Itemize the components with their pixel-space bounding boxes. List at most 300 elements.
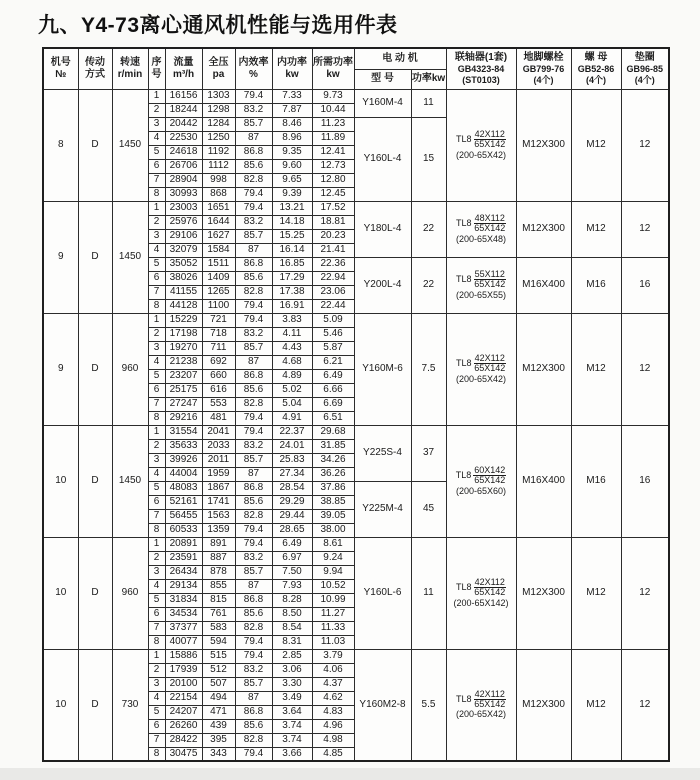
performance-table	[42, 47, 670, 762]
cell-seq: 5	[148, 145, 165, 159]
cell-motor-model: Y180L-4	[354, 201, 411, 257]
cell-efficiency: 79.4	[235, 425, 272, 439]
cell-washer: 12	[621, 313, 669, 425]
cell-seq: 8	[148, 747, 165, 761]
cell-flow: 38026	[165, 271, 202, 285]
cell-required-power: 39.05	[312, 509, 354, 523]
cell-efficiency: 83.2	[235, 663, 272, 677]
cell-seq: 5	[148, 369, 165, 383]
cell-internal-power: 27.34	[272, 467, 312, 481]
cell-anchor-bolt: M16X400	[516, 257, 571, 313]
cell-internal-power: 25.83	[272, 453, 312, 467]
cell-required-power: 5.87	[312, 341, 354, 355]
cell-seq: 8	[148, 411, 165, 425]
cell-flow: 32079	[165, 243, 202, 257]
cell-required-power: 9.94	[312, 565, 354, 579]
cell-pressure: 998	[202, 173, 235, 187]
cell-required-power: 11.23	[312, 117, 354, 131]
cell-drive-type: D	[78, 537, 112, 649]
cell-required-power: 12.45	[312, 187, 354, 201]
cell-seq: 5	[148, 257, 165, 271]
cell-efficiency: 85.7	[235, 453, 272, 467]
cell-required-power: 10.52	[312, 579, 354, 593]
cell-internal-power: 14.18	[272, 215, 312, 229]
cell-flow: 44004	[165, 467, 202, 481]
cell-pressure: 471	[202, 705, 235, 719]
cell-pressure: 1867	[202, 481, 235, 495]
cell-speed: 730	[112, 649, 148, 761]
cell-pressure: 1409	[202, 271, 235, 285]
cell-internal-power: 6.97	[272, 551, 312, 565]
cell-pressure: 616	[202, 383, 235, 397]
cell-required-power: 11.03	[312, 635, 354, 649]
cell-flow: 16156	[165, 89, 202, 103]
cell-flow: 25976	[165, 215, 202, 229]
cell-motor-power: 5.5	[411, 649, 446, 761]
cell-flow: 29216	[165, 411, 202, 425]
cell-washer: 16	[621, 257, 669, 313]
cell-motor-power: 37	[411, 425, 446, 481]
cell-pressure: 2041	[202, 425, 235, 439]
cell-pressure: 1741	[202, 495, 235, 509]
cell-required-power: 22.94	[312, 271, 354, 285]
cell-internal-power: 9.65	[272, 173, 312, 187]
cell-seq: 8	[148, 635, 165, 649]
cell-efficiency: 79.4	[235, 523, 272, 537]
cell-flow: 24618	[165, 145, 202, 159]
cell-flow: 35052	[165, 257, 202, 271]
cell-coupling: TL8 $\frac{42X112}{65X142}$ (200-65X142)	[446, 537, 516, 649]
cell-internal-power: 4.43	[272, 341, 312, 355]
cell-internal-power: 7.93	[272, 579, 312, 593]
cell-internal-power: 4.11	[272, 327, 312, 341]
cell-efficiency: 79.4	[235, 201, 272, 215]
cell-washer: 12	[621, 89, 669, 201]
cell-internal-power: 6.49	[272, 537, 312, 551]
cell-seq: 7	[148, 173, 165, 187]
cell-efficiency: 83.2	[235, 215, 272, 229]
cell-pressure: 1959	[202, 467, 235, 481]
cell-internal-power: 13.21	[272, 201, 312, 215]
cell-seq: 3	[148, 677, 165, 691]
cell-internal-power: 3.83	[272, 313, 312, 327]
cell-efficiency: 86.8	[235, 257, 272, 271]
page-title: 九、Y4-73离心通风机性能与选用件表	[38, 14, 398, 37]
cell-required-power: 4.06	[312, 663, 354, 677]
cell-internal-power: 16.14	[272, 243, 312, 257]
cell-internal-power: 4.91	[272, 411, 312, 425]
cell-seq: 4	[148, 131, 165, 145]
cell-fan-no: 9	[43, 201, 78, 313]
cell-required-power: 6.66	[312, 383, 354, 397]
cell-flow: 29134	[165, 579, 202, 593]
cell-flow: 24207	[165, 705, 202, 719]
cell-pressure: 594	[202, 635, 235, 649]
cell-efficiency: 83.2	[235, 439, 272, 453]
table-header	[43, 48, 669, 89]
table-row	[43, 537, 669, 551]
cell-flow: 56455	[165, 509, 202, 523]
cell-internal-power: 3.74	[272, 733, 312, 747]
cell-efficiency: 87	[235, 579, 272, 593]
cell-pressure: 761	[202, 607, 235, 621]
cell-efficiency: 86.8	[235, 593, 272, 607]
cell-pressure: 711	[202, 341, 235, 355]
cell-required-power: 12.73	[312, 159, 354, 173]
table-body	[43, 89, 669, 761]
cell-required-power: 36.26	[312, 467, 354, 481]
cell-efficiency: 87	[235, 131, 272, 145]
cell-pressure: 512	[202, 663, 235, 677]
cell-internal-power: 9.60	[272, 159, 312, 173]
cell-efficiency: 85.7	[235, 677, 272, 691]
cell-internal-power: 7.50	[272, 565, 312, 579]
cell-coupling: TL8 $\frac{48X112}{65X142}$ (200-65X48)	[446, 201, 516, 257]
cell-internal-power: 3.30	[272, 677, 312, 691]
cell-internal-power: 9.39	[272, 187, 312, 201]
cell-internal-power: 5.04	[272, 397, 312, 411]
cell-pressure: 1627	[202, 229, 235, 243]
cell-seq: 2	[148, 327, 165, 341]
cell-flow: 37377	[165, 621, 202, 635]
cell-seq: 3	[148, 229, 165, 243]
cell-flow: 26434	[165, 565, 202, 579]
cell-seq: 7	[148, 285, 165, 299]
cell-internal-power: 8.54	[272, 621, 312, 635]
col-header-motor-power: 功率kw	[411, 69, 446, 89]
cell-efficiency: 87	[235, 355, 272, 369]
col-header-internal-power: 内功率 kw	[272, 48, 312, 89]
cell-flow: 23003	[165, 201, 202, 215]
cell-efficiency: 82.8	[235, 397, 272, 411]
cell-required-power: 9.24	[312, 551, 354, 565]
cell-speed: 1450	[112, 201, 148, 313]
cell-efficiency: 85.6	[235, 495, 272, 509]
cell-anchor-bolt: M12X300	[516, 313, 571, 425]
cell-internal-power: 29.29	[272, 495, 312, 509]
cell-speed: 1450	[112, 425, 148, 537]
cell-flow: 30475	[165, 747, 202, 761]
cell-internal-power: 3.49	[272, 691, 312, 705]
cell-pressure: 1298	[202, 103, 235, 117]
cell-internal-power: 24.01	[272, 439, 312, 453]
cell-internal-power: 16.85	[272, 257, 312, 271]
cell-required-power: 4.96	[312, 719, 354, 733]
cell-internal-power: 3.66	[272, 747, 312, 761]
cell-internal-power: 4.89	[272, 369, 312, 383]
cell-internal-power: 28.54	[272, 481, 312, 495]
cell-motor-power: 45	[411, 481, 446, 537]
cell-internal-power: 8.28	[272, 593, 312, 607]
cell-flow: 21238	[165, 355, 202, 369]
cell-internal-power: 17.38	[272, 285, 312, 299]
cell-required-power: 21.41	[312, 243, 354, 257]
cell-flow: 22530	[165, 131, 202, 145]
cell-flow: 17198	[165, 327, 202, 341]
cell-internal-power: 8.31	[272, 635, 312, 649]
cell-required-power: 31.85	[312, 439, 354, 453]
cell-pressure: 815	[202, 593, 235, 607]
cell-efficiency: 79.4	[235, 411, 272, 425]
cell-required-power: 4.37	[312, 677, 354, 691]
cell-seq: 4	[148, 243, 165, 257]
cell-seq: 6	[148, 719, 165, 733]
cell-pressure: 553	[202, 397, 235, 411]
cell-efficiency: 83.2	[235, 551, 272, 565]
cell-required-power: 10.44	[312, 103, 354, 117]
cell-seq: 1	[148, 201, 165, 215]
cell-seq: 2	[148, 439, 165, 453]
col-header-fan-no: 机号 №	[43, 48, 78, 89]
cell-flow: 41155	[165, 285, 202, 299]
cell-pressure: 891	[202, 537, 235, 551]
cell-pressure: 1112	[202, 159, 235, 173]
cell-required-power: 4.83	[312, 705, 354, 719]
col-header-motor-model: 型 号	[354, 69, 411, 89]
cell-nut: M16	[571, 425, 621, 537]
cell-required-power: 3.79	[312, 649, 354, 663]
col-header-washer: 垫圈 GB96-85 (4个)	[621, 48, 669, 89]
cell-flow: 31554	[165, 425, 202, 439]
cell-speed: 1450	[112, 89, 148, 201]
cell-efficiency: 82.8	[235, 285, 272, 299]
col-header-coupling: 联轴器(1套) GB4323-84 (ST0103)	[446, 48, 516, 89]
cell-seq: 7	[148, 509, 165, 523]
cell-seq: 5	[148, 481, 165, 495]
cell-fan-no: 10	[43, 649, 78, 761]
cell-motor-power: 22	[411, 257, 446, 313]
cell-flow: 15229	[165, 313, 202, 327]
cell-nut: M12	[571, 649, 621, 761]
cell-motor-model: Y160M-4	[354, 89, 411, 117]
cell-internal-power: 15.25	[272, 229, 312, 243]
cell-required-power: 6.49	[312, 369, 354, 383]
cell-motor-power: 11	[411, 89, 446, 117]
cell-seq: 3	[148, 453, 165, 467]
cell-flow: 29106	[165, 229, 202, 243]
cell-internal-power: 8.46	[272, 117, 312, 131]
cell-flow: 28904	[165, 173, 202, 187]
cell-required-power: 12.41	[312, 145, 354, 159]
cell-fan-no: 10	[43, 537, 78, 649]
cell-internal-power: 3.64	[272, 705, 312, 719]
cell-motor-power: 11	[411, 537, 446, 649]
cell-internal-power: 28.65	[272, 523, 312, 537]
cell-efficiency: 79.4	[235, 313, 272, 327]
cell-coupling: TL8 $\frac{55X112}{65X142}$ (200-65X55)	[446, 257, 516, 313]
cell-drive-type: D	[78, 313, 112, 425]
cell-efficiency: 85.7	[235, 565, 272, 579]
cell-efficiency: 86.8	[235, 369, 272, 383]
cell-seq: 1	[148, 313, 165, 327]
cell-required-power: 11.33	[312, 621, 354, 635]
cell-required-power: 34.26	[312, 453, 354, 467]
cell-flow: 20442	[165, 117, 202, 131]
cell-efficiency: 85.6	[235, 383, 272, 397]
cell-flow: 44128	[165, 299, 202, 313]
cell-required-power: 29.68	[312, 425, 354, 439]
cell-pressure: 1359	[202, 523, 235, 537]
cell-flow: 60533	[165, 523, 202, 537]
cell-motor-power: 7.5	[411, 313, 446, 425]
cell-motor-model: Y160L-4	[354, 117, 411, 201]
cell-efficiency: 86.8	[235, 481, 272, 495]
cell-seq: 6	[148, 271, 165, 285]
cell-pressure: 718	[202, 327, 235, 341]
cell-required-power: 9.73	[312, 89, 354, 103]
cell-washer: 16	[621, 425, 669, 537]
cell-drive-type: D	[78, 649, 112, 761]
cell-internal-power: 17.29	[272, 271, 312, 285]
cell-pressure: 887	[202, 551, 235, 565]
cell-seq: 3	[148, 565, 165, 579]
cell-efficiency: 83.2	[235, 103, 272, 117]
page-bottom-shading	[0, 768, 700, 780]
cell-pressure: 1584	[202, 243, 235, 257]
cell-nut: M16	[571, 257, 621, 313]
cell-pressure: 1651	[202, 201, 235, 215]
cell-seq: 1	[148, 649, 165, 663]
cell-internal-power: 7.33	[272, 89, 312, 103]
cell-flow: 26260	[165, 719, 202, 733]
table-row	[43, 313, 669, 327]
cell-internal-power: 29.44	[272, 509, 312, 523]
cell-internal-power: 3.74	[272, 719, 312, 733]
cell-pressure: 1265	[202, 285, 235, 299]
cell-efficiency: 82.8	[235, 173, 272, 187]
cell-anchor-bolt: M16X400	[516, 425, 571, 537]
cell-motor-model: Y225S-4	[354, 425, 411, 481]
cell-motor-power: 15	[411, 117, 446, 201]
cell-seq: 4	[148, 691, 165, 705]
cell-flow: 15886	[165, 649, 202, 663]
cell-anchor-bolt: M12X300	[516, 89, 571, 201]
table-row	[43, 201, 669, 215]
cell-pressure: 481	[202, 411, 235, 425]
cell-flow: 22154	[165, 691, 202, 705]
cell-motor-model: Y160M-6	[354, 313, 411, 425]
cell-coupling: TL8 $\frac{60X142}{65X142}$ (200-65X60)	[446, 425, 516, 537]
cell-required-power: 10.99	[312, 593, 354, 607]
cell-required-power: 38.85	[312, 495, 354, 509]
cell-efficiency: 79.4	[235, 89, 272, 103]
cell-pressure: 2011	[202, 453, 235, 467]
cell-required-power: 11.89	[312, 131, 354, 145]
cell-washer: 12	[621, 201, 669, 257]
cell-required-power: 18.81	[312, 215, 354, 229]
cell-required-power: 22.36	[312, 257, 354, 271]
cell-flow: 18244	[165, 103, 202, 117]
cell-pressure: 507	[202, 677, 235, 691]
cell-efficiency: 86.8	[235, 145, 272, 159]
cell-pressure: 1644	[202, 215, 235, 229]
cell-seq: 2	[148, 663, 165, 677]
cell-flow: 40077	[165, 635, 202, 649]
cell-drive-type: D	[78, 425, 112, 537]
cell-efficiency: 79.4	[235, 747, 272, 761]
cell-seq: 4	[148, 467, 165, 481]
cell-efficiency: 82.8	[235, 621, 272, 635]
cell-pressure: 660	[202, 369, 235, 383]
cell-required-power: 4.98	[312, 733, 354, 747]
cell-pressure: 1284	[202, 117, 235, 131]
cell-flow: 27247	[165, 397, 202, 411]
cell-motor-model: Y160L-6	[354, 537, 411, 649]
cell-efficiency: 85.7	[235, 229, 272, 243]
cell-required-power: 4.62	[312, 691, 354, 705]
cell-required-power: 5.46	[312, 327, 354, 341]
col-header-drive: 传动 方式	[78, 48, 112, 89]
cell-seq: 6	[148, 607, 165, 621]
cell-flow: 19270	[165, 341, 202, 355]
cell-pressure: 1511	[202, 257, 235, 271]
cell-fan-no: 9	[43, 313, 78, 425]
cell-pressure: 1250	[202, 131, 235, 145]
cell-nut: M12	[571, 313, 621, 425]
col-header-efficiency: 内效率 %	[235, 48, 272, 89]
cell-required-power: 6.21	[312, 355, 354, 369]
cell-required-power: 11.27	[312, 607, 354, 621]
cell-pressure: 494	[202, 691, 235, 705]
cell-required-power: 12.80	[312, 173, 354, 187]
cell-nut: M12	[571, 89, 621, 201]
cell-anchor-bolt: M12X300	[516, 201, 571, 257]
cell-required-power: 38.00	[312, 523, 354, 537]
cell-coupling: TL8 $\frac{42X112}{65X142}$ (200-65X42)	[446, 89, 516, 201]
cell-washer: 12	[621, 537, 669, 649]
cell-seq: 6	[148, 495, 165, 509]
cell-efficiency: 85.6	[235, 607, 272, 621]
cell-efficiency: 85.6	[235, 271, 272, 285]
cell-flow: 34534	[165, 607, 202, 621]
cell-washer: 12	[621, 649, 669, 761]
cell-seq: 7	[148, 733, 165, 747]
cell-flow: 23207	[165, 369, 202, 383]
cell-internal-power: 8.50	[272, 607, 312, 621]
cell-required-power: 22.44	[312, 299, 354, 313]
cell-flow: 31834	[165, 593, 202, 607]
cell-internal-power: 4.68	[272, 355, 312, 369]
cell-efficiency: 82.8	[235, 733, 272, 747]
cell-seq: 6	[148, 159, 165, 173]
cell-efficiency: 87	[235, 467, 272, 481]
cell-flow: 26706	[165, 159, 202, 173]
cell-seq: 5	[148, 593, 165, 607]
cell-pressure: 583	[202, 621, 235, 635]
cell-seq: 2	[148, 103, 165, 117]
cell-internal-power: 8.96	[272, 131, 312, 145]
cell-pressure: 2033	[202, 439, 235, 453]
cell-internal-power: 16.91	[272, 299, 312, 313]
cell-fan-no: 10	[43, 425, 78, 537]
cell-pressure: 1303	[202, 89, 235, 103]
cell-efficiency: 85.6	[235, 159, 272, 173]
cell-seq: 1	[148, 425, 165, 439]
cell-required-power: 4.85	[312, 747, 354, 761]
cell-efficiency: 79.4	[235, 649, 272, 663]
cell-seq: 1	[148, 537, 165, 551]
cell-coupling: TL8 $\frac{42X112}{65X142}$ (200-65X42)	[446, 649, 516, 761]
cell-seq: 7	[148, 621, 165, 635]
cell-flow: 17939	[165, 663, 202, 677]
cell-required-power: 20.23	[312, 229, 354, 243]
cell-pressure: 515	[202, 649, 235, 663]
cell-seq: 4	[148, 579, 165, 593]
cell-speed: 960	[112, 537, 148, 649]
cell-seq: 3	[148, 117, 165, 131]
cell-anchor-bolt: M12X300	[516, 537, 571, 649]
cell-seq: 2	[148, 551, 165, 565]
